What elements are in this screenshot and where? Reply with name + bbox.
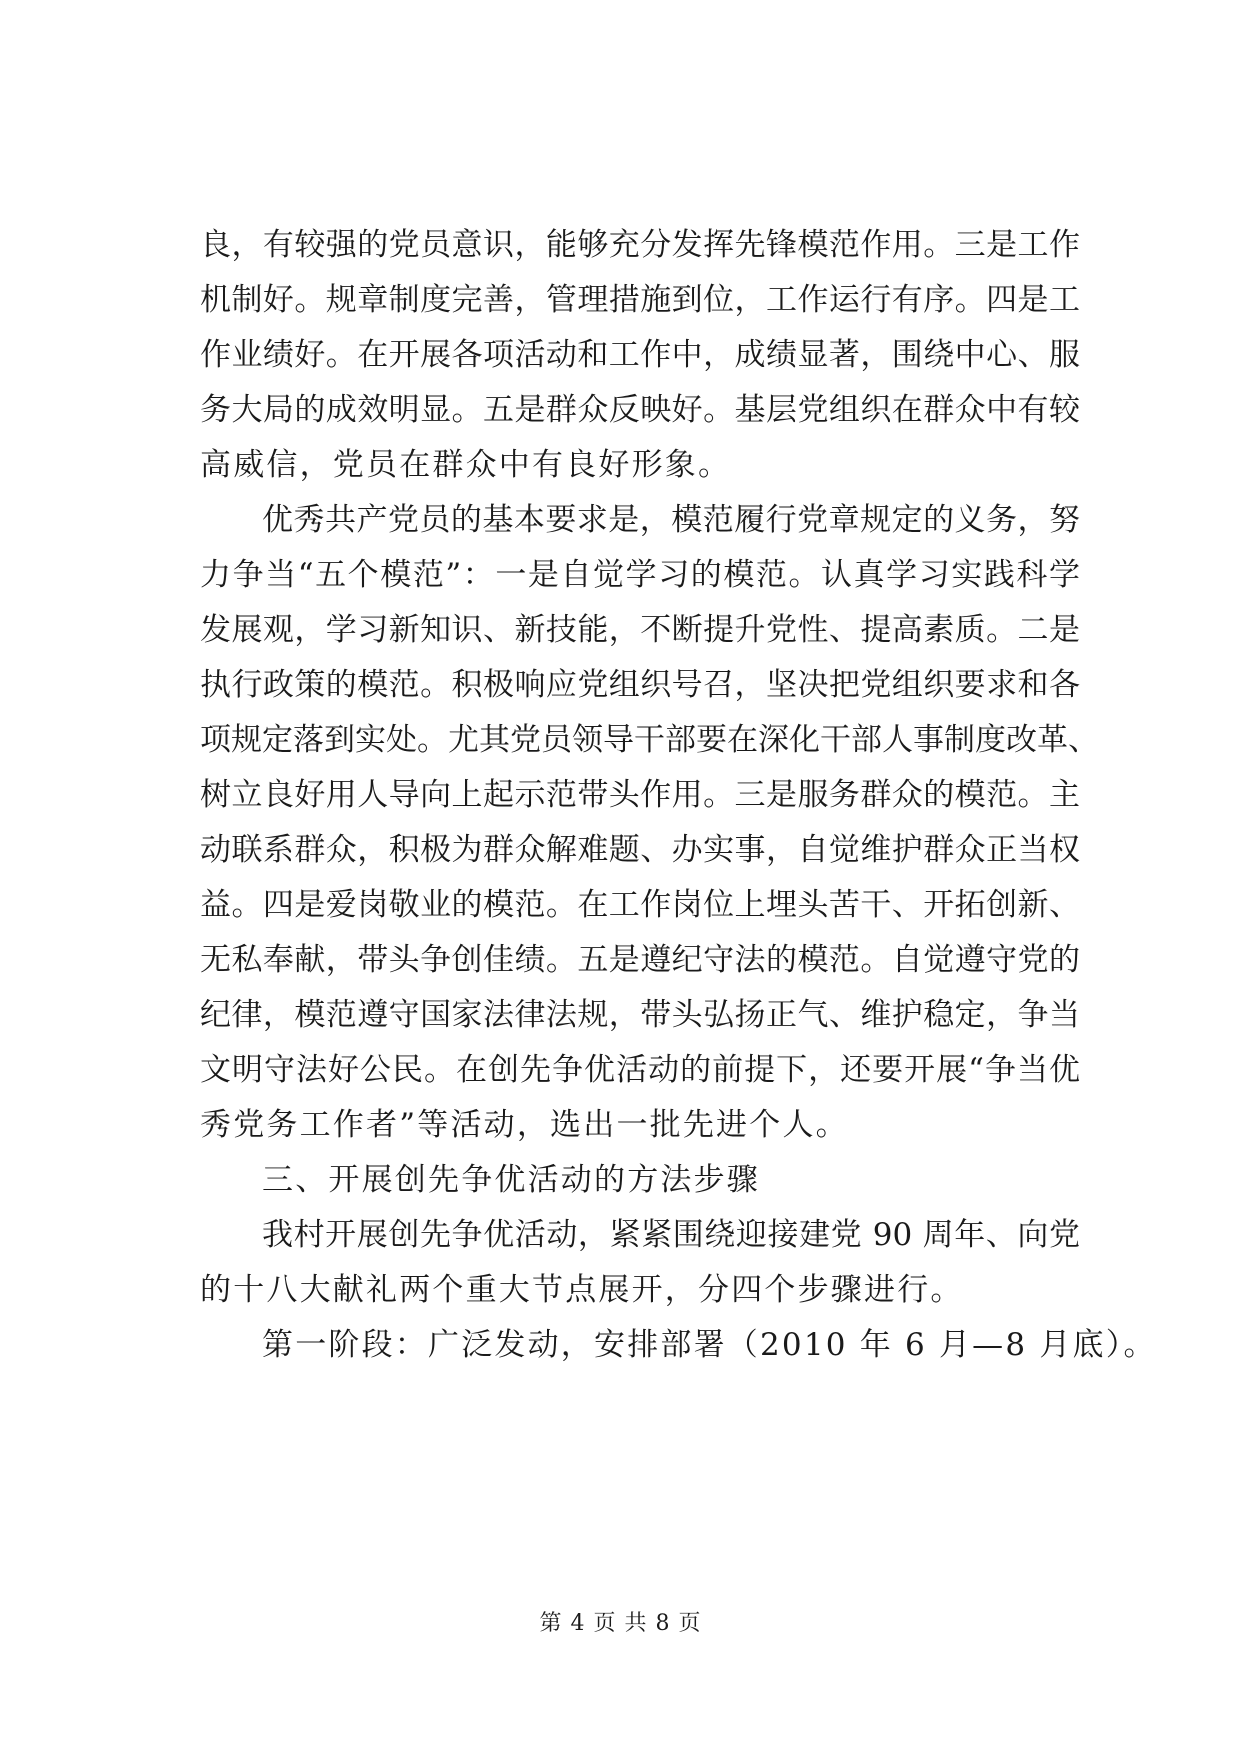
text-line: 务大局的成效明显。五是群众反映好。基层党组织在群众中有较 — [200, 392, 1080, 428]
text-line: 作业绩好。在开展各项活动和工作中，成绩显著，围绕中心、服 — [200, 337, 1080, 373]
text-line: 机制好。规章制度完善，管理措施到位，工作运行有序。四是工 — [200, 282, 1080, 318]
text-line: 文明守法好公民。在创先争优活动的前提下，还要开展“争当优 — [200, 1052, 1080, 1088]
text-line: 益。四是爱岗敬业的模范。在工作岗位上埋头苦干、开拓创新、 — [200, 887, 1080, 923]
text-line: 的十八大献礼两个重大节点展开，分四个步骤进行。 — [200, 1272, 964, 1308]
text-line: 动联系群众，积极为群众解难题、办实事，自觉维护群众正当权 — [200, 832, 1080, 868]
paragraph-start-line: 我村开展创先争优活动，紧紧围绕迎接建党 90 周年、向党 — [262, 1217, 1080, 1253]
text-line: 秀党务工作者”等活动，选出一批先进个人。 — [200, 1107, 849, 1143]
text-line: 力争当“五个模范”：一是自觉学习的模范。认真学习实践科学 — [200, 557, 1080, 593]
paragraph-start-line: 优秀共产党员的基本要求是，模范履行党章规定的义务，努 — [262, 502, 1080, 538]
text-line: 树立良好用人导向上起示范带头作用。三是服务群众的模范。主 — [200, 777, 1080, 813]
page-footer: 第 4 页 共 8 页 — [539, 1611, 702, 1636]
section-heading: 三、开展创先争优活动的方法步骤 — [262, 1162, 760, 1198]
phase-heading: 第一阶段：广泛发动，安排部署（2010 年 6 月—8 月底）。 — [262, 1327, 1157, 1363]
text-line: 执行政策的模范。积极响应党组织号召，坚决把党组织要求和各 — [200, 667, 1080, 703]
text-line: 无私奉献，带头争创佳绩。五是遵纪守法的模范。自觉遵守党的 — [200, 942, 1080, 978]
text-line: 良，有较强的党员意识，能够充分发挥先锋模范作用。三是工作 — [200, 227, 1080, 263]
text-line: 高威信，党员在群众中有良好形象。 — [200, 447, 732, 483]
text-line: 发展观，学习新知识、新技能，不断提升党性、提高素质。二是 — [200, 612, 1080, 648]
text-line: 项规定落到实处。尤其党员领导干部要在深化干部人事制度改革、 — [200, 722, 1099, 758]
text-line: 纪律，模范遵守国家法律法规，带头弘扬正气、维护稳定，争当 — [200, 997, 1080, 1033]
